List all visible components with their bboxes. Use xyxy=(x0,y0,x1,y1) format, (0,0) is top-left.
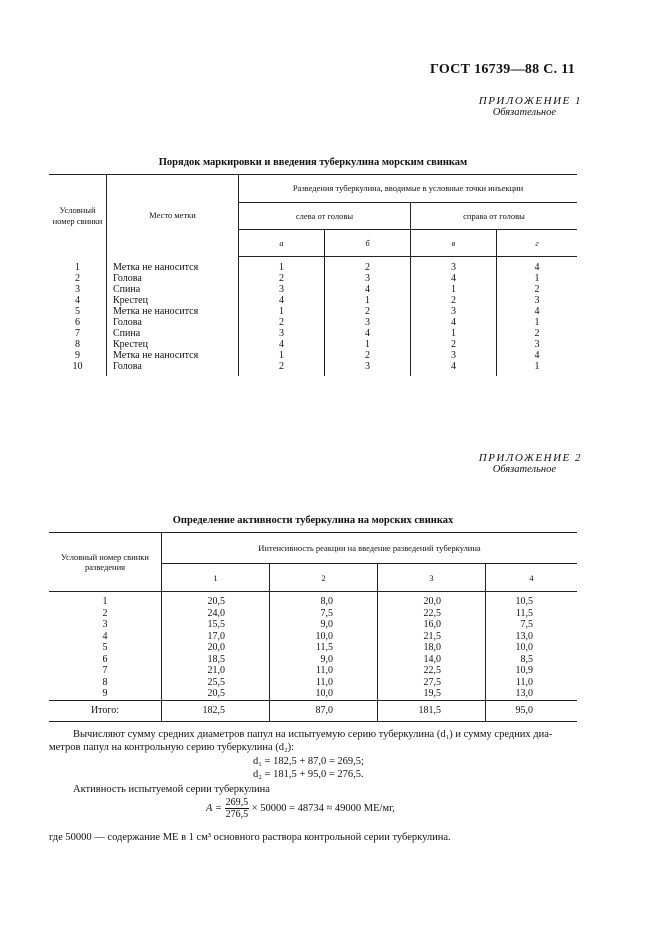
table-row xyxy=(49,328,577,339)
cell-g: 3 xyxy=(534,339,540,350)
table-row xyxy=(49,295,577,306)
appendix1-title: ПРИЛОЖЕНИЕ 1 xyxy=(478,95,582,107)
cell-n: 1 xyxy=(49,257,107,274)
total-label: Итого: xyxy=(49,700,162,721)
table-row xyxy=(49,677,577,689)
cell-b: 3 xyxy=(325,361,411,376)
fraction-numerator: 269,5 xyxy=(225,797,249,808)
cell-place: Спина xyxy=(107,284,239,295)
cell-n: 7 xyxy=(49,665,162,677)
formula-d1: d₁ = 182,5 + 87,0 = 269,5; xyxy=(253,756,364,767)
cell-n: 4 xyxy=(49,295,107,306)
activity-table xyxy=(49,532,577,722)
formula-d2: d₂ = 181,5 + 95,0 = 276,5. xyxy=(253,769,364,780)
col-b: б xyxy=(325,230,411,257)
cell-a: 2 xyxy=(239,273,325,284)
cell-n: 9 xyxy=(49,350,107,361)
appendix2-title: ПРИЛОЖЕНИЕ 2 xyxy=(478,452,582,464)
table-row xyxy=(49,273,577,284)
cell-n: 9 xyxy=(49,688,162,700)
cell-c4: 7,5 xyxy=(520,619,533,630)
page-header: ГОСТ 16739—88 С. 11 xyxy=(430,62,576,77)
table-row xyxy=(49,284,577,295)
cell-n: 7 xyxy=(49,328,107,339)
cell-b: 1 xyxy=(325,295,411,306)
table1-title: Порядок маркировки и введения туберкулина морским свинкам xyxy=(158,157,468,168)
cell-c1: 17,0 xyxy=(162,631,270,643)
cell-n: 8 xyxy=(49,677,162,689)
cell-n: 2 xyxy=(49,273,107,284)
cell-c3: 21,5 xyxy=(378,631,486,643)
cell-c2: 10,0 xyxy=(270,688,378,700)
cell-c3: 22,5 xyxy=(378,665,486,677)
cell-c4: 13,0 xyxy=(515,630,533,642)
cell-a: 4 xyxy=(239,295,325,306)
col-pig-number: Условный номер свинки xyxy=(49,175,107,257)
col-left-of-head: слева от головы xyxy=(239,203,411,230)
appendix2-status: Обязательное xyxy=(492,464,556,475)
col-pig-dilution: Условный номер свинки разведения xyxy=(49,533,162,592)
cell-c2: 11,0 xyxy=(270,665,378,677)
formula-a-lhs: A = xyxy=(206,802,222,814)
col-v: в xyxy=(411,230,497,257)
cell-g: 4 xyxy=(534,350,540,361)
activity-label: Активность испытуемой серии туберкулина xyxy=(73,784,270,795)
cell-v: 3 xyxy=(411,350,497,361)
cell-a: 1 xyxy=(239,257,325,274)
cell-n: 10 xyxy=(49,361,107,376)
cell-b: 4 xyxy=(325,284,411,295)
cell-v: 4 xyxy=(411,317,497,328)
cell-c3: 19,5 xyxy=(378,688,486,700)
marking-table xyxy=(49,174,577,376)
cell-place: Крестец xyxy=(107,295,239,306)
cell-b: 2 xyxy=(325,306,411,317)
cell-c2: 8,0 xyxy=(270,592,378,608)
cell-c1: 18,5 xyxy=(162,654,270,666)
total-c1: 182,5 xyxy=(162,700,270,721)
cell-b: 4 xyxy=(325,328,411,339)
col-dilution-3: 3 xyxy=(378,564,486,592)
paragraph-line-2: метров папул на контрольную серию туберкулина (d₂): xyxy=(49,742,295,753)
table-row xyxy=(49,592,577,608)
cell-c2: 11,0 xyxy=(270,677,378,689)
cell-c4: 11,5 xyxy=(515,607,533,619)
cell-place: Голова xyxy=(107,317,239,328)
col-dilution-1: 1 xyxy=(162,564,270,592)
cell-v: 1 xyxy=(411,284,497,295)
cell-n: 3 xyxy=(49,619,162,631)
cell-place: Спина xyxy=(107,328,239,339)
col-dilution-4: 4 xyxy=(529,572,534,583)
cell-c1: 15,5 xyxy=(162,619,270,631)
cell-c2: 9,0 xyxy=(270,654,378,666)
cell-n: 5 xyxy=(49,642,162,654)
cell-c3: 27,5 xyxy=(378,677,486,689)
cell-a: 1 xyxy=(239,350,325,361)
cell-n: 3 xyxy=(49,284,107,295)
col-intensity: Интенсивность реакции на введение разведений туберкулина xyxy=(162,533,578,564)
table2-title: Определение активности туберкулина на морских свинках xyxy=(172,515,454,526)
cell-v: 1 xyxy=(411,328,497,339)
cell-c3: 18,0 xyxy=(378,642,486,654)
cell-g: 1 xyxy=(534,317,540,328)
table-row xyxy=(49,306,577,317)
col-dilutions: Разведения туберкулина, вводимые в условные точки инъекции xyxy=(239,175,578,203)
cell-n: 6 xyxy=(49,317,107,328)
cell-place: Метка не наносится xyxy=(107,306,239,317)
cell-c4: 11,0 xyxy=(515,676,533,688)
cell-c3: 22,5 xyxy=(378,608,486,620)
cell-n: 1 xyxy=(49,592,162,608)
col-right-of-head: справа от головы xyxy=(411,203,578,230)
cell-place: Голова xyxy=(107,273,239,284)
formula-a-rhs: × 50000 = 48734 ≈ 49000 МЕ/мг, xyxy=(251,802,395,814)
table-row xyxy=(49,257,577,274)
cell-c3: 14,0 xyxy=(378,654,486,666)
col-place: Место метки xyxy=(107,175,239,257)
cell-place: Метка не наносится xyxy=(107,257,239,274)
cell-g: 1 xyxy=(534,273,540,284)
cell-b: 3 xyxy=(325,273,411,284)
cell-c3: 20,0 xyxy=(378,592,486,608)
cell-v: 3 xyxy=(411,257,497,274)
table-row xyxy=(49,654,577,666)
table-row xyxy=(49,631,577,643)
cell-b: 2 xyxy=(325,257,411,274)
cell-v: 2 xyxy=(411,339,497,350)
cell-v: 4 xyxy=(411,273,497,284)
cell-g: 1 xyxy=(534,361,540,372)
cell-c4: 10,9 xyxy=(515,665,533,676)
fraction-denominator: 276,5 xyxy=(225,809,249,820)
table-row xyxy=(49,619,577,631)
table-row xyxy=(49,350,577,361)
cell-n: 5 xyxy=(49,306,107,317)
cell-c2: 7,5 xyxy=(270,608,378,620)
cell-c1: 25,5 xyxy=(162,677,270,689)
cell-b: 2 xyxy=(325,350,411,361)
footnote: где 50000 — содержание МЕ в 1 см³ основного раствора контрольной серии туберкулина. xyxy=(49,832,451,843)
cell-a: 2 xyxy=(239,317,325,328)
cell-c4: 8,5 xyxy=(520,653,533,665)
fraction xyxy=(225,797,250,820)
appendix1-status: Обязательное xyxy=(492,107,556,118)
cell-c1: 24,0 xyxy=(162,608,270,620)
cell-c2: 11,5 xyxy=(270,642,378,654)
cell-a: 3 xyxy=(239,328,325,339)
totals-row xyxy=(49,700,577,721)
table-row xyxy=(49,339,577,350)
cell-c4: 13,0 xyxy=(515,688,533,699)
cell-c3: 16,0 xyxy=(378,619,486,631)
cell-v: 2 xyxy=(411,295,497,306)
total-c4: 95,0 xyxy=(515,704,533,716)
cell-b: 3 xyxy=(325,317,411,328)
table-row xyxy=(49,642,577,654)
table-row xyxy=(49,665,577,677)
cell-v: 4 xyxy=(411,361,497,376)
cell-a: 4 xyxy=(239,339,325,350)
cell-g: 3 xyxy=(534,295,540,306)
cell-g: 4 xyxy=(534,306,540,317)
cell-b: 1 xyxy=(325,339,411,350)
cell-a: 3 xyxy=(239,284,325,295)
cell-c1: 20,0 xyxy=(162,642,270,654)
col-dilution-2: 2 xyxy=(270,564,378,592)
cell-c1: 20,5 xyxy=(162,688,270,700)
cell-place: Метка не наносится xyxy=(107,350,239,361)
paragraph-line-1: Вычисляют сумму средних диаметров папул на испытуемую серию туберкулина (d₁) и сумму средних диа- xyxy=(73,729,553,740)
cell-g: 2 xyxy=(534,328,540,339)
cell-c1: 21,0 xyxy=(162,665,270,677)
cell-a: 1 xyxy=(239,306,325,317)
total-c3: 181,5 xyxy=(378,700,486,721)
cell-c4: 10,0 xyxy=(515,642,533,653)
col-a: а xyxy=(239,230,325,257)
formula-activity xyxy=(206,797,395,820)
table-row xyxy=(49,317,577,328)
cell-a: 2 xyxy=(239,361,325,376)
cell-g: 4 xyxy=(534,262,540,273)
cell-n: 4 xyxy=(49,631,162,643)
cell-n: 6 xyxy=(49,654,162,666)
cell-c2: 10,0 xyxy=(270,631,378,643)
table-row xyxy=(49,361,577,376)
table-row xyxy=(49,688,577,700)
cell-c2: 9,0 xyxy=(270,619,378,631)
total-c2: 87,0 xyxy=(270,700,378,721)
cell-c1: 20,5 xyxy=(162,592,270,608)
cell-n: 2 xyxy=(49,608,162,620)
cell-place: Крестец xyxy=(107,339,239,350)
cell-g: 2 xyxy=(534,284,540,295)
cell-v: 3 xyxy=(411,306,497,317)
cell-place: Голова xyxy=(107,361,239,376)
cell-n: 8 xyxy=(49,339,107,350)
table-row xyxy=(49,608,577,620)
cell-c4: 10,5 xyxy=(515,596,533,607)
col-g: г xyxy=(497,230,578,257)
